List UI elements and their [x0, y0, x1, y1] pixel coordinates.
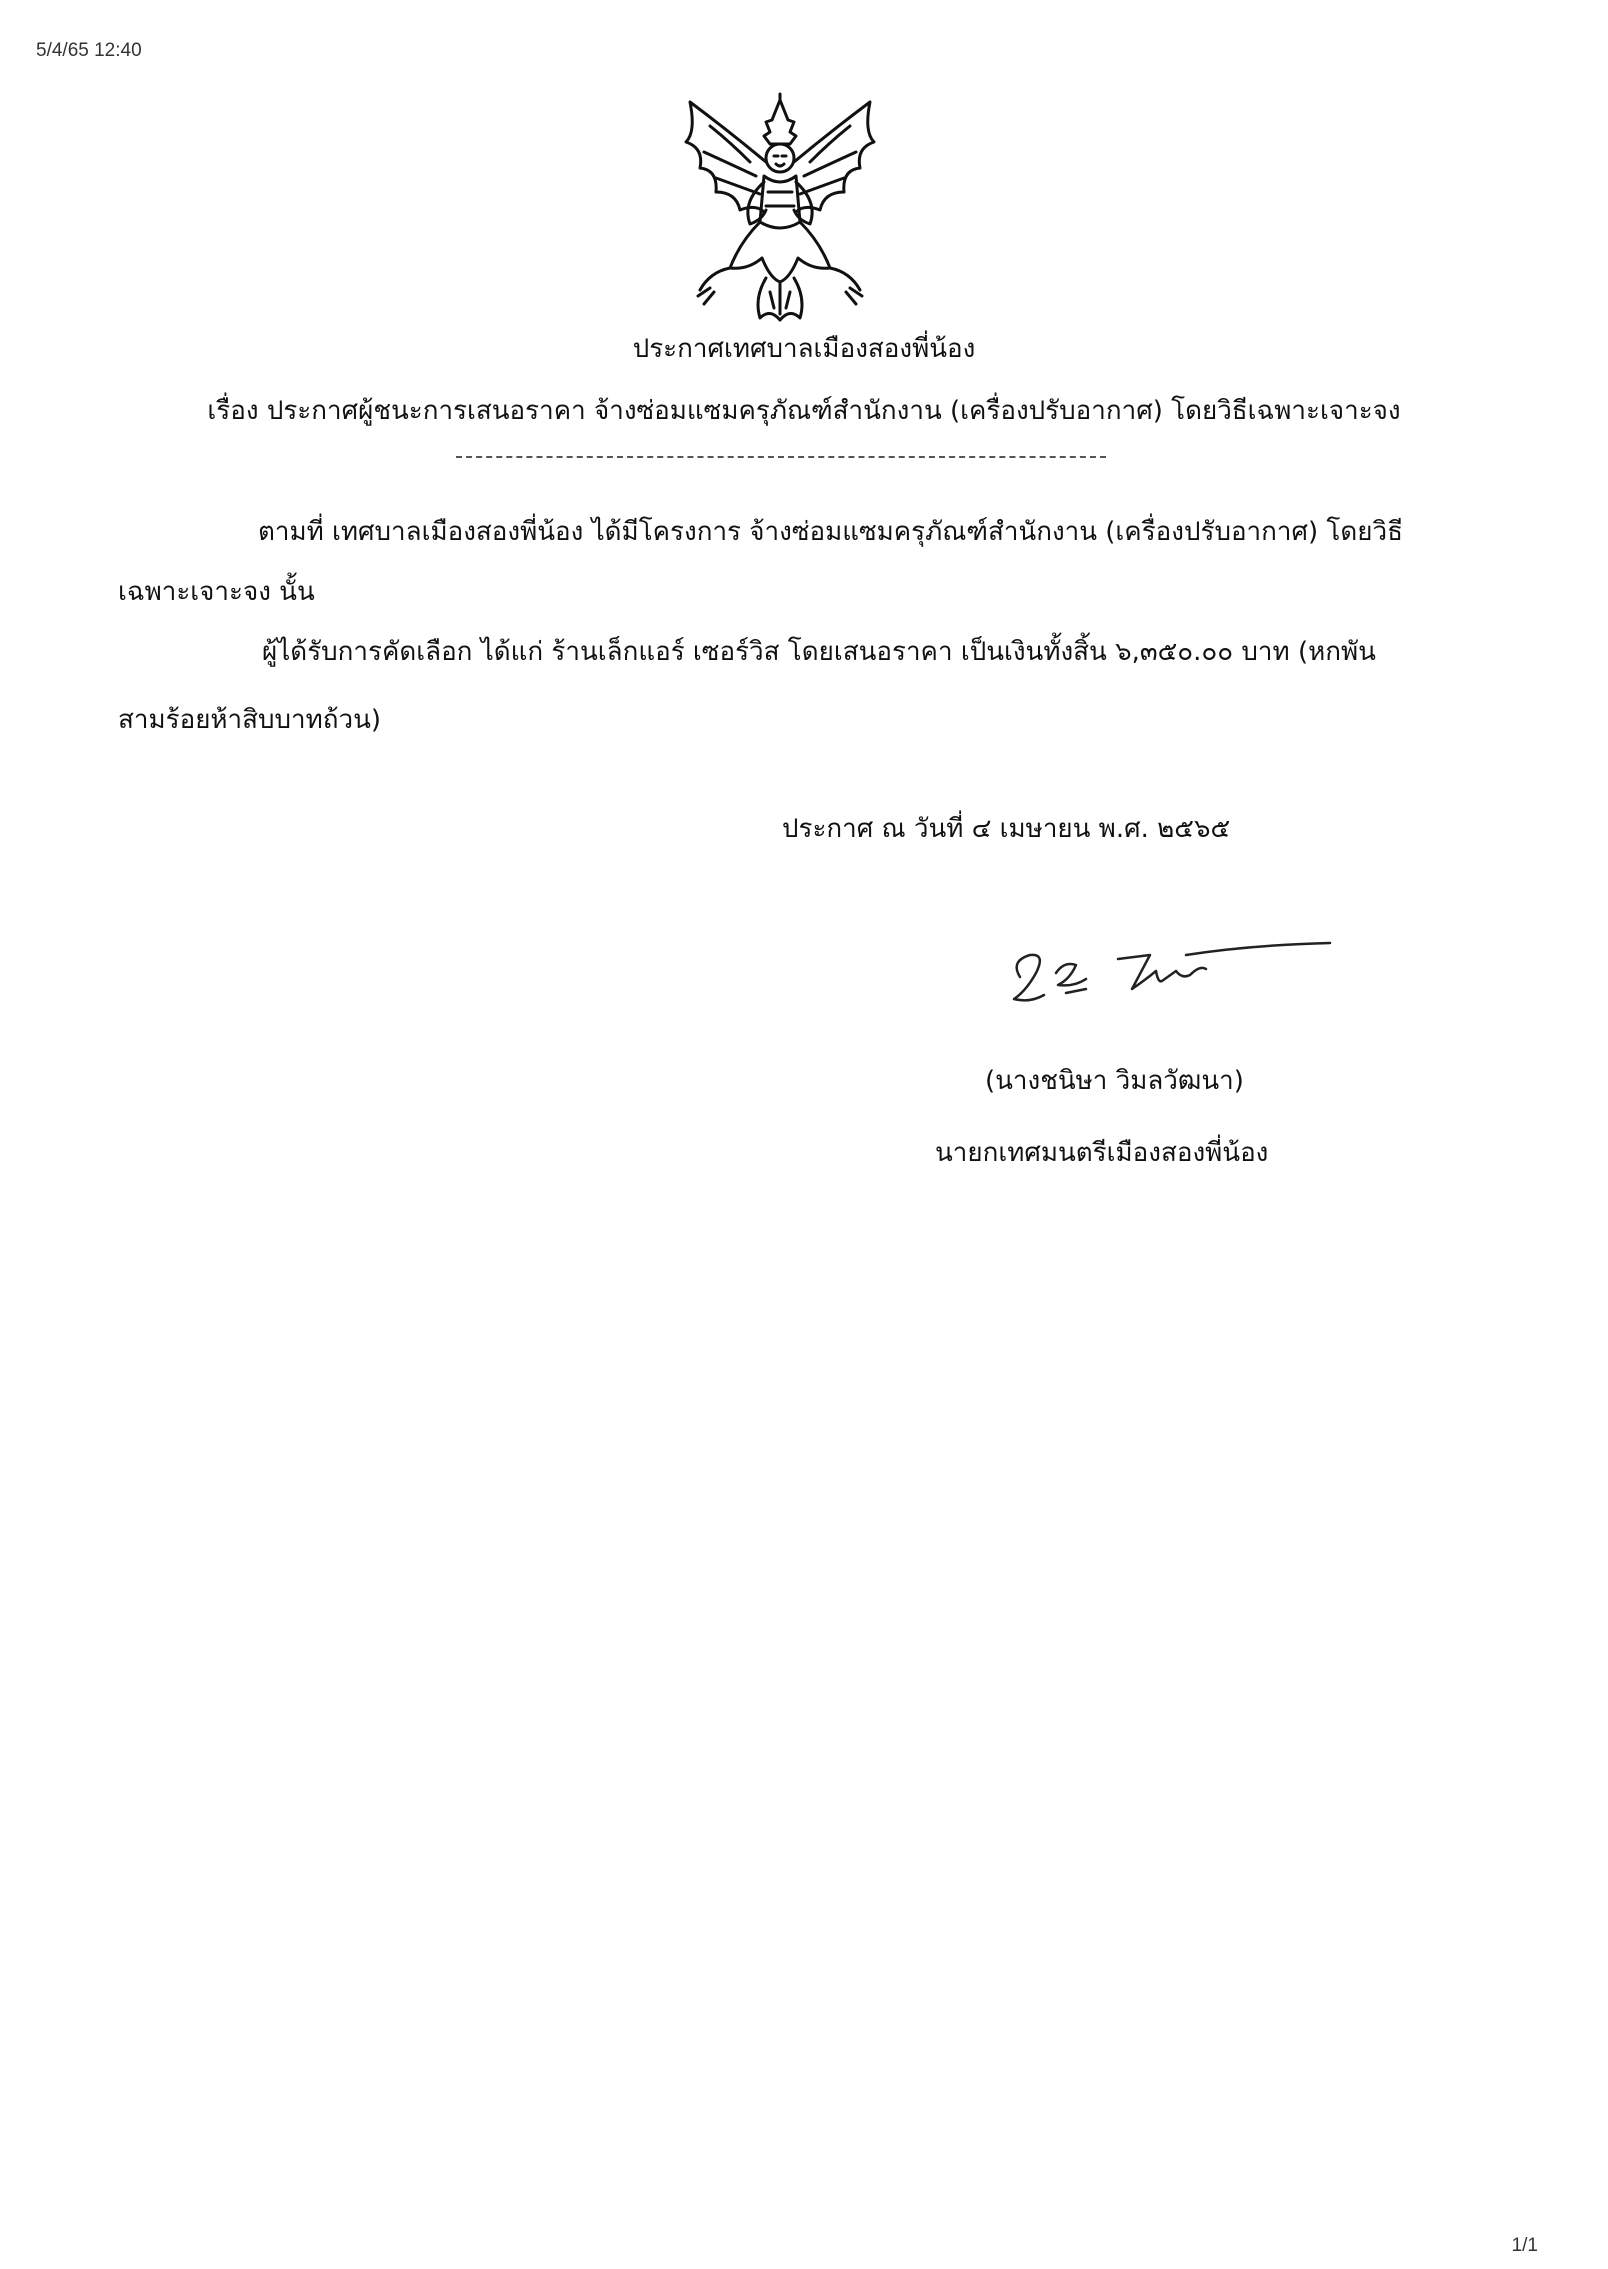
document-subject: เรื่อง ประกาศผู้ชนะการเสนอราคา จ้างซ่อมแซมครุภัณฑ์สำนักงาน (เครื่องปรับอากาศ) โดยวิธีเฉพาะเจาะจง — [207, 396, 1401, 426]
paragraph-project-line1: ตามที่ เทศบาลเมืองสองพี่น้อง ได้มีโครงการ จ้างซ่อมแซมครุภัณฑ์สำนักงาน (เครื่องปรับอากาศ) โดยวิธี — [258, 517, 1403, 547]
paragraph-project-line2: เฉพาะเจาะจง นั้น — [118, 577, 315, 607]
garuda-emblem-icon — [670, 92, 890, 324]
signer-title: นายกเทศมนตรีเมืองสองพี่น้อง — [935, 1138, 1269, 1168]
paragraph-winner-line1: ผู้ได้รับการคัดเลือก ได้แก่ ร้านเล็กแอร์ เซอร์วิส โดยเสนอราคา เป็นเงินทั้งสิ้น ๖,๓๕๐.๐๐ บาท (หกพัน — [262, 637, 1376, 667]
page-count: 1/1 — [1511, 2235, 1538, 2256]
print-timestamp: 5/4/65 12:40 — [36, 40, 142, 61]
signer-name: (นางชนิษา วิมลวัฒนา) — [985, 1066, 1244, 1096]
announcement-date: ประกาศ ณ วันที่ ๔ เมษายน พ.ศ. ๒๕๖๕ — [782, 814, 1231, 844]
page-title: ประกาศเทศบาลเมืองสองพี่น้อง — [632, 334, 976, 364]
paragraph-winner-line2: สามร้อยห้าสิบบาทถ้วน) — [118, 705, 382, 735]
signature-mark — [1000, 925, 1340, 1015]
separator-divider — [456, 456, 1106, 458]
